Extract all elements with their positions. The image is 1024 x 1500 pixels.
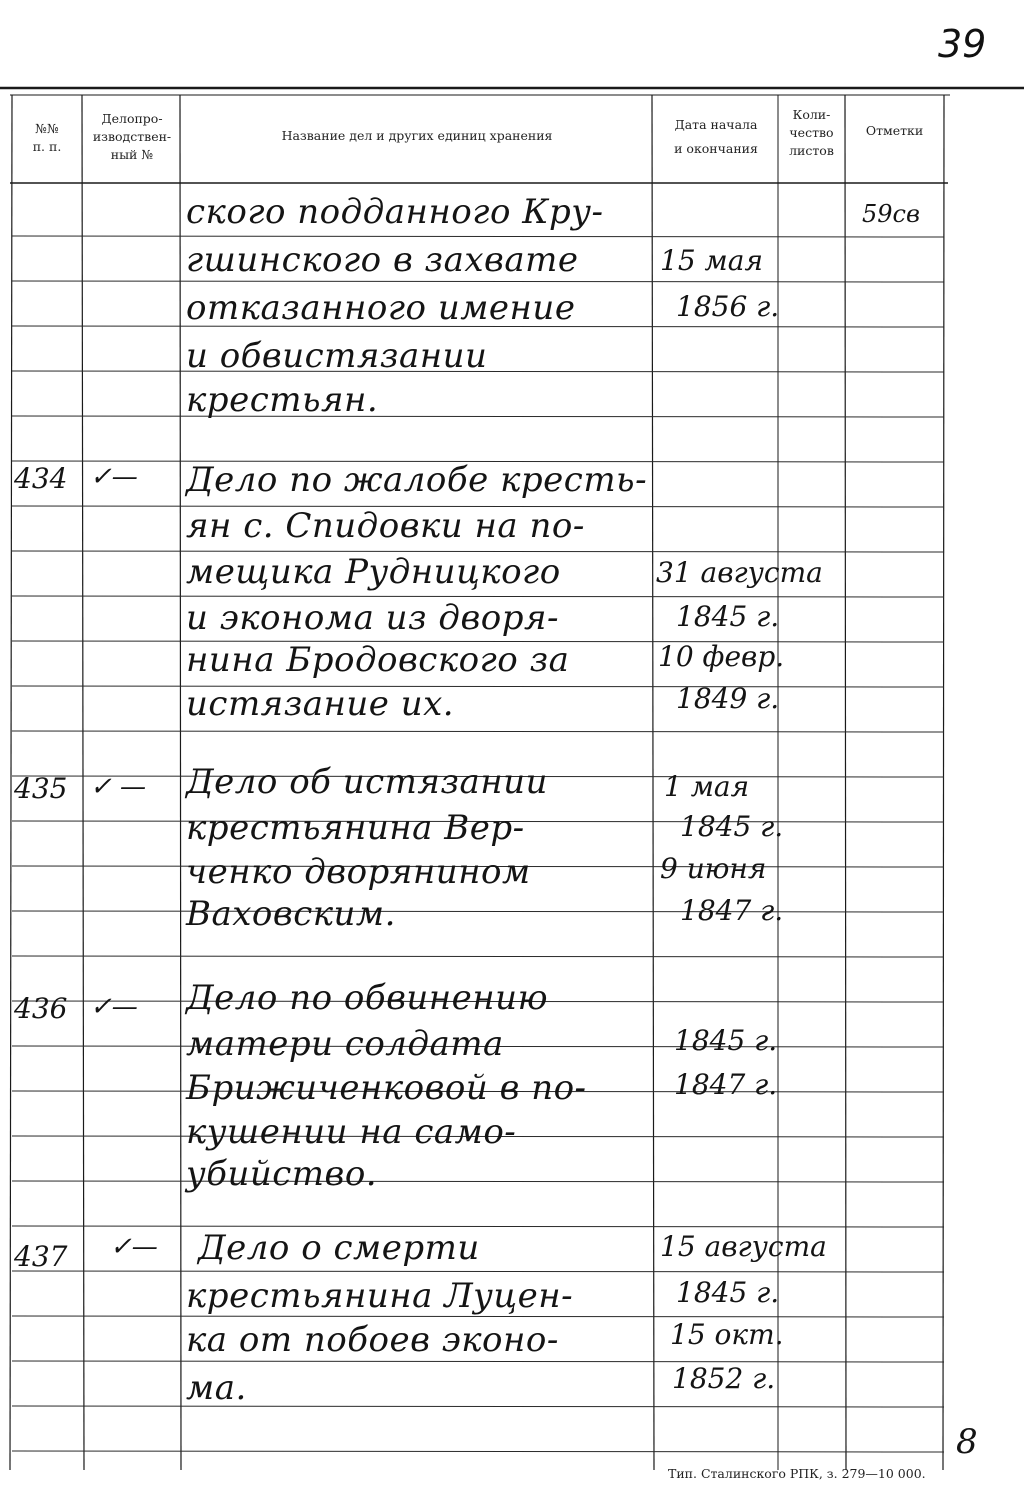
entry-number: 435 xyxy=(14,772,68,805)
ruled-line xyxy=(12,1451,944,1452)
header-col-dates: Дата начала и окончания xyxy=(674,117,758,156)
ruled-line xyxy=(12,416,944,417)
entry-number: 437 xyxy=(14,1240,68,1273)
entry-date: 1852 г. xyxy=(672,1362,776,1395)
entry-number: 434 xyxy=(14,462,68,495)
entry-date: 1856 г. xyxy=(676,290,780,323)
ruled-line xyxy=(12,1406,944,1407)
entry-date: 1845 г. xyxy=(674,1024,778,1057)
entry-line: крестьянина Вер- xyxy=(186,808,525,848)
entry-line: матери солдата xyxy=(186,1024,504,1064)
entry-line: убийство. xyxy=(186,1154,378,1194)
ruled-line xyxy=(12,911,944,912)
header-col-office-number: Делопро- изводствен- ный № xyxy=(92,111,172,162)
entry-line: Дело о смерти xyxy=(198,1228,480,1268)
entry-line: крестьянина Луцен- xyxy=(186,1276,574,1316)
entry-line: и эконома из дворя- xyxy=(186,598,559,638)
ruled-line xyxy=(12,731,944,732)
entry-line: Дело по жалобе кресть- xyxy=(186,460,648,500)
entry-date: 10 февр. xyxy=(658,640,785,673)
entry-date: 1849 г. xyxy=(676,682,780,715)
sheet-mark: 59св xyxy=(862,200,920,228)
entry-line: ка от побоев эконо- xyxy=(186,1320,559,1360)
entry-date: 1847 г. xyxy=(674,1068,778,1101)
entry-date: 1845 г. xyxy=(676,600,780,633)
entry-date: 15 окт. xyxy=(670,1318,784,1351)
ruled-line xyxy=(12,686,944,687)
entry-line: истязание их. xyxy=(186,684,455,724)
page-number: 39 xyxy=(938,22,987,66)
entry-date: 1845 г. xyxy=(680,810,784,843)
entry-line: ма. xyxy=(186,1368,247,1408)
entry-line: кушении на само- xyxy=(186,1112,517,1152)
header-col-title: Название дел и других единиц хранения xyxy=(281,128,553,143)
entry-line: мещика Рудницкого xyxy=(186,552,561,592)
entry-date: 15 августа xyxy=(660,1230,827,1263)
header-col-marks: Отметки xyxy=(865,123,924,138)
entry-line: отказанного имение xyxy=(186,288,576,328)
entry-line: Дело об истязании xyxy=(186,762,548,802)
entry-line: Дело по обвинению xyxy=(186,978,549,1018)
ruled-line xyxy=(12,956,944,957)
check-mark: ✓— xyxy=(90,992,138,1022)
entry-line: нина Бродовского за xyxy=(186,640,570,680)
ruled-line xyxy=(12,281,944,282)
ruled-line xyxy=(12,596,944,597)
entry-date: 1 мая xyxy=(664,770,750,803)
ruled-line xyxy=(12,1361,944,1362)
ruled-line xyxy=(12,1226,944,1227)
entry-date: 1847 г. xyxy=(680,894,784,927)
ruled-line xyxy=(12,1271,944,1272)
check-mark: ✓— xyxy=(90,462,138,492)
entry-line: ченко дворянином xyxy=(186,852,531,892)
entry-line: ян с. Спидовки на по- xyxy=(186,506,585,546)
ruled-line xyxy=(12,236,944,237)
entry-date: 31 августа xyxy=(656,556,823,589)
printer-footer: Тип. Сталинского РПК, з. 279—10 000. xyxy=(668,1466,926,1481)
entry-date: 9 июня xyxy=(660,852,767,885)
check-mark: ✓ — xyxy=(90,772,147,802)
entry-line: крестьян. xyxy=(186,380,379,420)
ruled-line xyxy=(12,1316,944,1317)
entry-date: 1845 г. xyxy=(676,1276,780,1309)
entry-line: Ваховским. xyxy=(186,894,396,934)
entry-line: ского подданного Кру- xyxy=(186,192,604,232)
entry-line: Брижиченковой в по- xyxy=(186,1068,587,1108)
check-mark: ✓— xyxy=(110,1232,158,1262)
header-col-sheets: Коли- чество листов xyxy=(789,107,834,158)
entry-number: 436 xyxy=(14,992,68,1025)
ruled-line xyxy=(12,1181,944,1182)
header-col-number: №№ п. п. xyxy=(32,121,62,154)
entry-date: 15 мая xyxy=(660,244,763,277)
corner-mark: 8 xyxy=(956,1422,978,1462)
entry-line: и обвистязании xyxy=(186,336,488,376)
entry-line: гшинского в захвате xyxy=(186,240,579,280)
